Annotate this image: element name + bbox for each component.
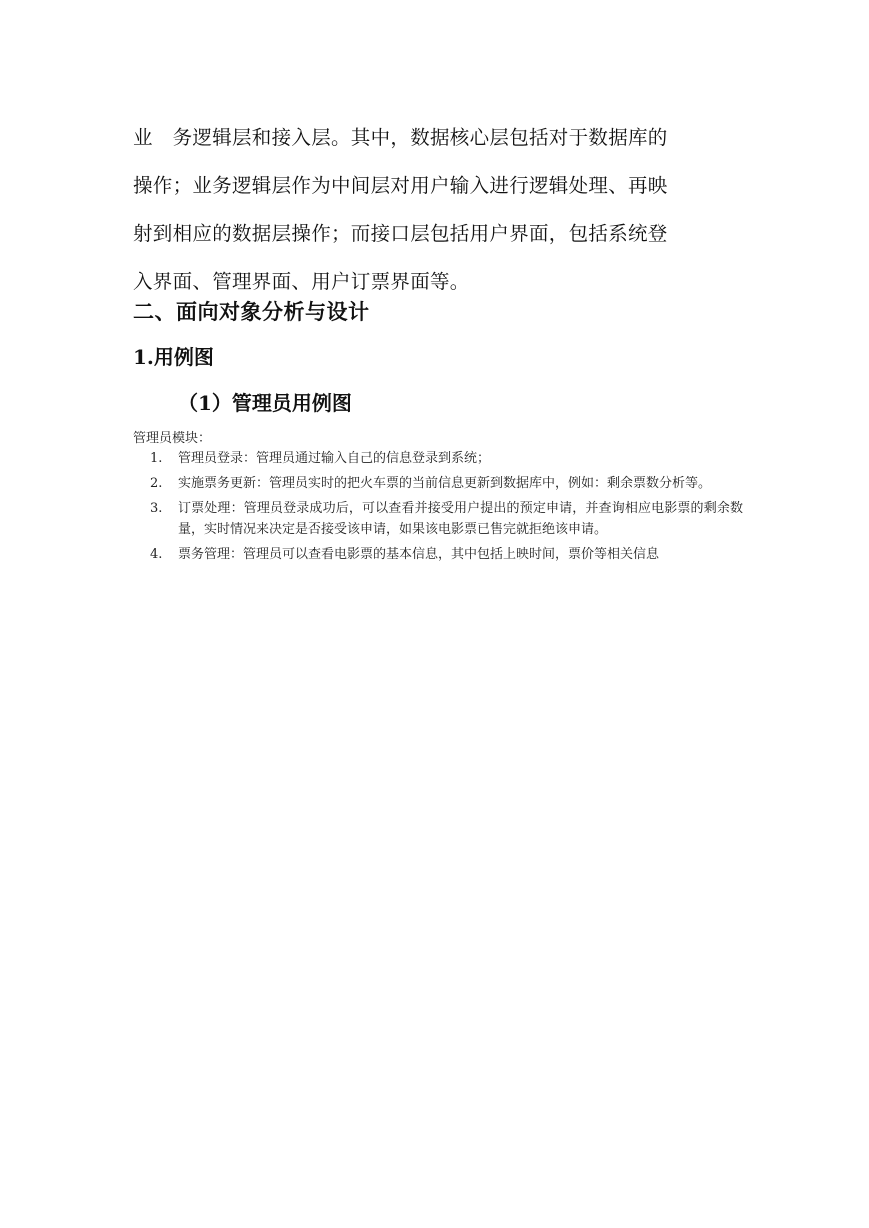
list-item-number: 3. [150, 501, 163, 516]
list-item-number: 2. [150, 476, 163, 491]
list-item [133, 448, 743, 469]
list-item-text: 管理员登录：管理员通过输入自己的信息登录到系统； [178, 451, 491, 466]
intro-paragraph [133, 114, 693, 306]
list-item [133, 544, 743, 565]
intro-line: 操作；业务逻辑层作为中间层对用户输入进行逻辑处理、再映 [133, 174, 668, 197]
list-item-text: 订票处理：管理员登录成功后，可以查看并接受用户提出的预定申请，并查询相应电影票的剩余数量，实时情况来决定是否接受该申请，如果该电影票已售完就拒绝该申请。 [178, 501, 743, 537]
subsection-heading: 1.用例图 [133, 345, 214, 369]
intro-line: 业 务逻辑层和接入层。其中，数据核心层包括对于数据库的 [133, 126, 668, 149]
list-item-text: 票务管理：管理员可以查看电影票的基本信息，其中包括上映时间，票价等相关信息 [178, 547, 660, 562]
list-item [133, 498, 743, 540]
module-label: 管理员模块： [133, 431, 212, 446]
subsubsection-heading: （1）管理员用例图 [178, 391, 352, 415]
list-item [133, 473, 743, 494]
section-heading: 二、面向对象分析与设计 [133, 299, 370, 324]
intro-line: 入界面、管理界面、用户订票界面等。 [133, 270, 470, 293]
list-item-number: 4. [150, 547, 163, 562]
function-list [133, 448, 743, 569]
intro-line: 射到相应的数据层操作；而接口层包括用户界面，包括系统登 [133, 222, 668, 245]
list-item-number: 1. [150, 451, 163, 466]
list-item-text: 实施票务更新：管理员实时的把火车票的当前信息更新到数据库中，例如：剩余票数分析等。 [178, 476, 712, 491]
